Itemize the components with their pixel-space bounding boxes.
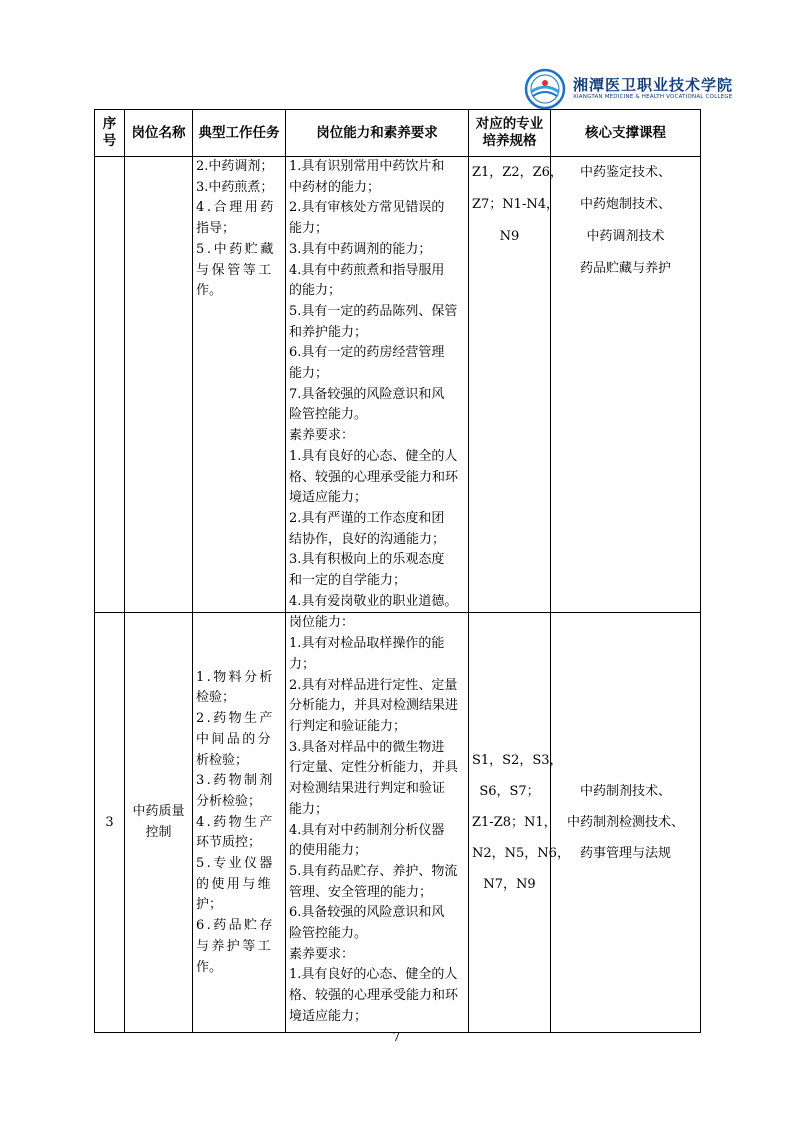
table-row (95, 157, 701, 613)
row1-requirements: 1.具有识别常用中药饮片和 中药材的能力； 2.具有审核处方常见错误的 能力； 3.具有中药调剂的能力； 4.具有中药煎煮和指导服用 的能力； 5.具有一定的药品陈列、保管 和养护能力； 6.具有一定的药房经营管理 能力； 7.具备较强的风险意识和风 险管控能力。 素养要求： 1.具有良好的心态、健全的人 格、较强的心理承受能力和环 境适应能力； 2.具有严谨的工作态度和团 结协作，良好的沟通能力； 3.具有积极向上的乐观态度 和一定的自学能力； 4.具有爱岗敬业的职业道德。 (286, 157, 469, 613)
row2-tasks: 1.物料分析 检验； 2.药物生产 中间品的分 析检验； 3.药物制剂 分析检验； 4.药物生产 环节质控； 5.专业仪器 的使用与维 护； 6.药品贮存 与养护等工 作。 (193, 613, 286, 1033)
row1-seq (95, 157, 125, 613)
row2-position: 中药质量 控制 (125, 613, 193, 1033)
college-logo (523, 68, 734, 110)
header-requirements: 岗位能力和素养要求 (286, 110, 469, 157)
header-seq: 序号 (95, 110, 125, 157)
header-tasks: 典型工作任务 (193, 110, 286, 157)
row1-position (125, 157, 193, 613)
row2-courses: 中药制剂技术、 中药制剂检测技术、 药事管理与法规 (551, 613, 701, 1033)
row2-seq: 3 (95, 613, 125, 1033)
row1-courses: 中药鉴定技术、 中药炮制技术、 中药调剂技术 药品贮藏与养护 (551, 157, 701, 613)
college-name: 湘潭医卫职业技术学院 (573, 76, 734, 94)
table-row (95, 613, 701, 1033)
row2-requirements: 岗位能力： 1.具有对检品取样操作的能 力； 2.具有对样品进行定性、定量 分析能力，并具对检测结果进 行判定和验证能力； 3.具备对样品中的微生物进 行定量、定性分析能力，并具 对检测结果进行判定和验证 能力； 4.具有对中药制剂分析仪器 的使用能力； 5.具有药品贮存、养护、物流 管理、安全管理的能力； 6.具备较强的风险意识和风 险管控能力。 素养要求： 1.具有良好的心态、健全的人 格、较强的心理承受能力和环 境适应能力； (286, 613, 469, 1033)
header-position: 岗位名称 (125, 110, 193, 157)
college-emblem-icon (523, 68, 567, 110)
college-english-name: XIANGTAN MEDICINE & HEALTH VOCATIONAL COLLEGE (573, 94, 733, 100)
position-requirements-table (94, 109, 701, 1033)
table-header-row (95, 110, 701, 157)
row1-tasks: 2.中药调剂； 3.中药煎煮； 4.合理用药 指导； 5.中药贮藏 与保管等工 作。 (193, 157, 286, 613)
header-specs: 对应的专业 培养规格 (469, 110, 551, 157)
row2-specs: S1，S2，S3， S6，S7； Z1-Z8；N1， N2，N5，N6， N7，N9 (469, 613, 551, 1033)
header-courses: 核心支撑课程 (551, 110, 701, 157)
page-number: 7 (392, 1030, 401, 1044)
row1-specs: Z1，Z2，Z6， Z7；N1-N4， N9 (469, 157, 551, 613)
